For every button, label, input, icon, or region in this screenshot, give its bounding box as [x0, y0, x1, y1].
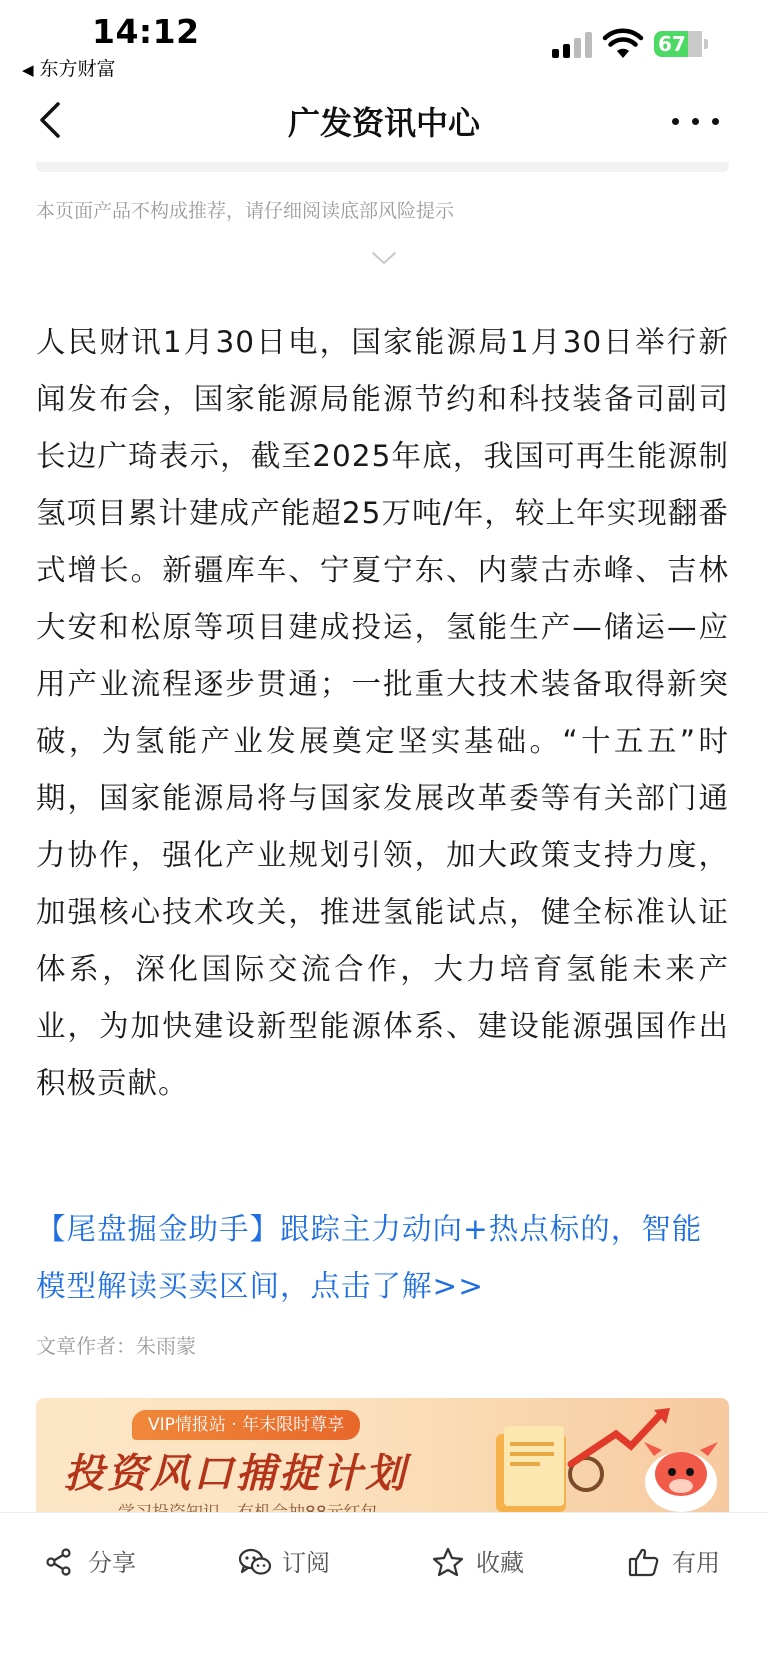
battery-icon: [654, 31, 702, 57]
risk-disclaimer: 本页面产品不构成推荐，请仔细阅读底部风险提示: [36, 200, 455, 222]
promo-link[interactable]: 【尾盘掘金助手】跟踪主力动向+热点标的，智能模型解读买卖区间，点击了解>>: [36, 1212, 703, 1303]
back-to-app-link[interactable]: [22, 54, 116, 81]
article-body: 人民财讯1月30日电，国家能源局1月30日举行新闻发布会，国家能源局能源节约和科技装备司副司长边广琦表示，截至2025年底，我国可再生能源制氢项目累计建成产能超25万吨/年，较上年实现翻番式增长。新疆库车、宁夏宁东、内蒙古赤峰、吉林大安和松原等项目建成投运，氢能生产—储运—应用产业流程逐步贯通；一批重大技术装备取得新突破，为氢能产业发展奠定坚实基础。“十五五”时期，国家能源局将与国家发展改革委等有关部门通力协作，强化产业规划引领，加大政策支持力度，加强核心技术攻关，推进氢能试点，健全标准认证体系，深化国际交流合作，大力培育氢能未来产业，为加快建设新型能源体系、建设能源强国作出积极贡献。: [36, 325, 729, 1100]
star-icon: [432, 1547, 464, 1577]
banner-title: 投资风口捕捉计划: [64, 1451, 408, 1497]
subscribe-label: 订阅: [282, 1549, 330, 1577]
back-triangle-icon: ◀: [22, 61, 34, 79]
status-bar: [0, 0, 768, 84]
back-app-label: 东方财富: [39, 58, 116, 80]
chevron-down-icon[interactable]: [371, 250, 397, 266]
banner-illustration: [476, 1404, 729, 1512]
banner-tag: VIP情报站 · 年末限时尊享: [132, 1410, 360, 1440]
wechat-icon: [238, 1547, 272, 1577]
battery-tip: [704, 39, 708, 49]
nav-bar: [0, 84, 768, 162]
thumbs-up-icon: [628, 1547, 660, 1577]
share-button[interactable]: [44, 1543, 144, 1583]
subscribe-button[interactable]: [238, 1543, 338, 1583]
battery-level: 67: [658, 32, 686, 56]
top-divider: [36, 162, 729, 172]
cellular-signal-icon: [552, 32, 594, 58]
useful-label: 有用: [672, 1549, 720, 1577]
status-time: 14:12: [92, 12, 200, 51]
useful-button[interactable]: [628, 1543, 728, 1583]
wifi-icon: [603, 30, 643, 60]
author-line: 文章作者：朱雨蒙: [36, 1334, 196, 1358]
page-title: 广发资讯中心: [287, 104, 480, 142]
share-icon: [44, 1547, 74, 1577]
more-options-icon[interactable]: [668, 98, 724, 142]
favorite-label: 收藏: [476, 1549, 524, 1577]
bottom-action-bar: [0, 1512, 768, 1663]
promo-banner[interactable]: [36, 1398, 729, 1512]
share-label: 分享: [88, 1549, 136, 1577]
favorite-button[interactable]: [432, 1543, 532, 1583]
